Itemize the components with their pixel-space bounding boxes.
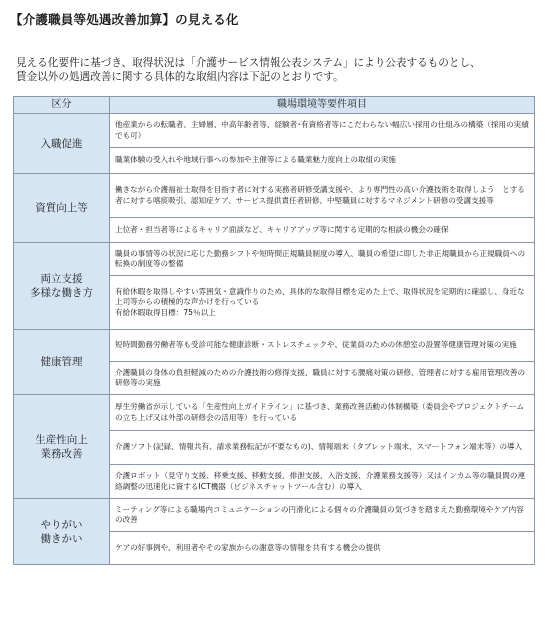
requirement-item-text: 有給休暇を取得しやすい雰囲気・意識作りのため、具体的な取得目標を定めた上で、取得状況を定期的に確認し、身近な上司等からの積極的な声かけを行っている bbox=[115, 286, 525, 307]
requirement-item-text: 職業体験の受入れや地域行事への参加や主催等による職業魅力度向上の取組の実施 bbox=[115, 155, 396, 165]
intro-line: 見える化要件に基づき、取得状況は「介護サービス情報公表システム」により公表するものとし、 bbox=[16, 57, 481, 69]
table-body bbox=[14, 114, 535, 565]
requirement-item-cell bbox=[110, 243, 535, 276]
table-row bbox=[14, 174, 535, 218]
category-label: 生産性向上 bbox=[35, 433, 88, 446]
requirement-item-cell bbox=[110, 395, 535, 431]
intro-text bbox=[16, 56, 536, 84]
category-label: 多様な働き方 bbox=[30, 287, 93, 299]
table-row bbox=[14, 243, 535, 276]
category-label: 業務改善 bbox=[40, 447, 83, 460]
category-cell bbox=[14, 499, 110, 565]
intro-line: 賃金以外の処遇改善に関する具体的な取組内容は下記のとおりです。 bbox=[16, 71, 344, 83]
requirement-item-cell bbox=[110, 499, 535, 532]
category-cell bbox=[14, 330, 110, 395]
requirement-item-cell bbox=[110, 431, 535, 465]
category-label: 入職促進 bbox=[40, 137, 83, 150]
requirement-item-cell bbox=[110, 532, 535, 565]
requirement-item-text: 働きながら介護福祉士取得を目指す者に対する実務者研修受講支援や、より専門性の高い介護技術を取得しよう とする者に対する喀痰吸引、認知症ケア、サービス提供責任者研修、中堅職員に対するマネジメント研修の受講支援等 bbox=[115, 185, 525, 205]
table-row bbox=[14, 499, 535, 532]
requirement-item-cell bbox=[110, 114, 535, 148]
requirement-item-cell bbox=[110, 174, 535, 218]
requirement-item-text: 他産業からの転職者、主婦層、中高年齢者等、経験者･有資格者等にこだわらない幅広い採用の仕組みの構築（採用の実績でも可） bbox=[115, 120, 529, 140]
requirement-item-text: 厚生労働省が示している「生産性向上ガイドライン」に基づき、業務改善活動の体制構築（委員会やプロジェクトチームの立ち上げ又は外部の研修会の活用等）を行っている bbox=[115, 402, 525, 422]
requirement-item-text: ケアの好事例や、利用者やその家族からの謝意等の情報を共有する機会の提供 bbox=[115, 542, 381, 552]
category-label: 両立支援 bbox=[40, 273, 83, 285]
requirement-item-cell bbox=[110, 148, 535, 174]
requirement-item-text: 職員の事情等の状況に応じた勤務シフトや短時間正規職員制度の導入、職員の希望に即した非正規職員から正規職員への転換の制度等の整備 bbox=[115, 248, 526, 268]
requirement-item-text: 短時間勤務労働者等も受診可能な健康診断・ストレスチェックや、従業員のための休憩室の設置等健康管理対策の実施 bbox=[115, 340, 517, 350]
requirement-item-text: 介護ロボット（見守り支援、移乗支援、移動支援、排泄支援、入浴支援、介護業務支援等）又はインカム等の職員間の連絡調整の迅速化に資するICT機器（ビジネスチャットツール含む）の導入 bbox=[115, 471, 526, 491]
requirement-item-cell bbox=[110, 465, 535, 499]
table-row bbox=[14, 395, 535, 431]
table-header-row bbox=[14, 97, 535, 114]
table-row bbox=[14, 114, 535, 148]
requirement-item-text: ミーティング等による職場内コミュニケーションの円滑化による個々の介護職員の気づきを踏まえた勤務環境やケア内容の改善 bbox=[115, 504, 524, 524]
category-cell bbox=[14, 174, 110, 243]
page-title: 【介護職員等処遇改善加算】の見える化 bbox=[10, 12, 239, 27]
requirements-table bbox=[13, 96, 535, 565]
requirement-item-cell bbox=[110, 276, 535, 330]
requirement-item-cell bbox=[110, 218, 535, 243]
category-cell bbox=[14, 114, 110, 174]
requirement-item-cell bbox=[110, 330, 535, 362]
category-label: 資質向上等 bbox=[35, 202, 88, 214]
requirement-item-text: 介護ソフト(記録、情報共有、請求業務転記が不要なもの)、情報端末（タブレット端末、スマートフォン端末等）の導入 bbox=[115, 442, 523, 452]
category-label: やりがい bbox=[40, 518, 83, 531]
header-items: 職場環境等要件項目 bbox=[110, 97, 535, 114]
category-cell bbox=[14, 243, 110, 330]
category-cell bbox=[14, 395, 110, 499]
category-label: 健康管理 bbox=[40, 356, 83, 368]
category-label: 働きかい bbox=[40, 532, 83, 545]
requirement-item-text: 上位者・担当者等によるキャリア面談など、キャリアアップ等に関する定期的な相談の機会の確保 bbox=[115, 224, 449, 234]
requirement-item-cell bbox=[110, 362, 535, 395]
requirement-item-text: 介護職員の身体の負担軽減のための介護技術の修得支援、職員に対する腰痛対策の研修、管理者に対する雇用管理改善の研修等の実施 bbox=[115, 367, 526, 387]
header-category: 区分 bbox=[14, 97, 110, 114]
requirement-item-text: 有給休暇取得目標：75％以上 bbox=[115, 307, 216, 317]
table-row bbox=[14, 330, 535, 362]
